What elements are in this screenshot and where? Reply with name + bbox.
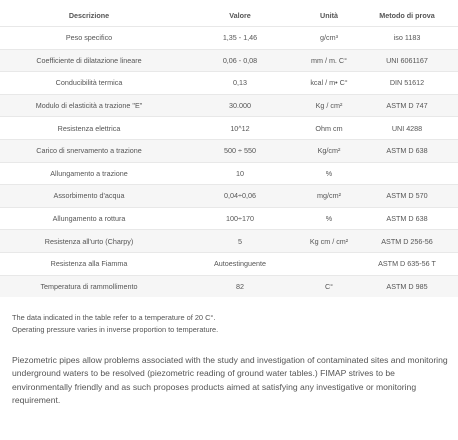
description-paragraph: Piezometric pipes allow problems associated with the study and investigation of contaminated sites and monitoring underground waters to be resolved (piezometric reading of ground water tables.) FIMAP strives to be environmentally friendly and as such proposes products aimed at satisfying any investigative or monitoring requirement. bbox=[12, 355, 448, 406]
cell-unit: C° bbox=[302, 275, 356, 297]
cell-value: 10^12 bbox=[178, 117, 302, 140]
cell-value: 0,06 - 0,08 bbox=[178, 49, 302, 72]
cell-unit: % bbox=[302, 162, 356, 185]
cell-unit: Ohm cm bbox=[302, 117, 356, 140]
cell-value: 30.000 bbox=[178, 94, 302, 117]
table-row bbox=[0, 139, 458, 162]
cell-unit bbox=[302, 252, 356, 275]
cell-description: Temperatura di rammollimento bbox=[0, 275, 178, 297]
cell-test-method: ASTM D 638 bbox=[356, 207, 458, 230]
cell-value: 500 ÷ 550 bbox=[178, 139, 302, 162]
table-header-row bbox=[0, 4, 458, 27]
cell-description: Modulo di elasticità a trazione "E" bbox=[0, 94, 178, 117]
table-row bbox=[0, 72, 458, 95]
cell-test-method: ASTM D 635-56 T bbox=[356, 252, 458, 275]
cell-description: Resistenza alla Fiamma bbox=[0, 252, 178, 275]
table-row bbox=[0, 27, 458, 50]
cell-description: Carico di snervamento a trazione bbox=[0, 139, 178, 162]
cell-value: 0,13 bbox=[178, 72, 302, 95]
table-notes bbox=[12, 312, 218, 335]
cell-test-method: ASTM D 985 bbox=[356, 275, 458, 297]
cell-test-method: ASTM D 570 bbox=[356, 185, 458, 208]
header-description: Descrizione bbox=[0, 4, 178, 27]
table-row bbox=[0, 162, 458, 185]
header-unit: Unità bbox=[302, 4, 356, 27]
table-row bbox=[0, 207, 458, 230]
cell-unit: mm / m. C° bbox=[302, 49, 356, 72]
cell-test-method: iso 1183 bbox=[356, 27, 458, 50]
cell-value: 5 bbox=[178, 230, 302, 253]
cell-description: Resistenza elettrica bbox=[0, 117, 178, 140]
cell-description: Conducibilità termica bbox=[0, 72, 178, 95]
cell-value: 82 bbox=[178, 275, 302, 297]
cell-value: 1,35 - 1,46 bbox=[178, 27, 302, 50]
cell-test-method: UNI 6061167 bbox=[356, 49, 458, 72]
specifications-table bbox=[0, 4, 458, 297]
table-row bbox=[0, 117, 458, 140]
cell-test-method: UNI 4288 bbox=[356, 117, 458, 140]
cell-unit: Kg / cm² bbox=[302, 94, 356, 117]
note-temperature: The data indicated in the table refer to a temperature of 20 C°. bbox=[12, 313, 216, 322]
cell-value: 10 bbox=[178, 162, 302, 185]
cell-test-method: ASTM D 638 bbox=[356, 139, 458, 162]
cell-test-method bbox=[356, 162, 458, 185]
header-test-method: Metodo di prova bbox=[356, 4, 458, 27]
cell-unit: Kg/cm² bbox=[302, 139, 356, 162]
cell-description: Assorbimento d'acqua bbox=[0, 185, 178, 208]
cell-value: Autoestinguente bbox=[178, 252, 302, 275]
cell-unit: kcal / m• C° bbox=[302, 72, 356, 95]
cell-test-method: DIN 51612 bbox=[356, 72, 458, 95]
cell-description: Coefficiente di dilatazione lineare bbox=[0, 49, 178, 72]
cell-unit: Kg cm / cm² bbox=[302, 230, 356, 253]
cell-unit: % bbox=[302, 207, 356, 230]
cell-value: 100÷170 bbox=[178, 207, 302, 230]
cell-unit: g/cm³ bbox=[302, 27, 356, 50]
table-row bbox=[0, 185, 458, 208]
cell-description: Allungamento a rottura bbox=[0, 207, 178, 230]
table-row bbox=[0, 252, 458, 275]
table-row bbox=[0, 49, 458, 72]
cell-test-method: ASTM D 256-56 bbox=[356, 230, 458, 253]
table-row bbox=[0, 230, 458, 253]
note-pressure: Operating pressure varies in inverse proportion to temperature. bbox=[12, 324, 219, 334]
cell-unit: mg/cm² bbox=[302, 185, 356, 208]
cell-test-method: ASTM D 747 bbox=[356, 94, 458, 117]
table-row bbox=[0, 275, 458, 297]
cell-description: Allungamento a trazione bbox=[0, 162, 178, 185]
cell-description: Resistenza all'urto (Charpy) bbox=[0, 230, 178, 253]
table-body bbox=[0, 27, 458, 298]
table-row bbox=[0, 94, 458, 117]
cell-value: 0,04÷0,06 bbox=[178, 185, 302, 208]
cell-description: Peso specifico bbox=[0, 27, 178, 50]
header-value: Valore bbox=[178, 4, 302, 27]
